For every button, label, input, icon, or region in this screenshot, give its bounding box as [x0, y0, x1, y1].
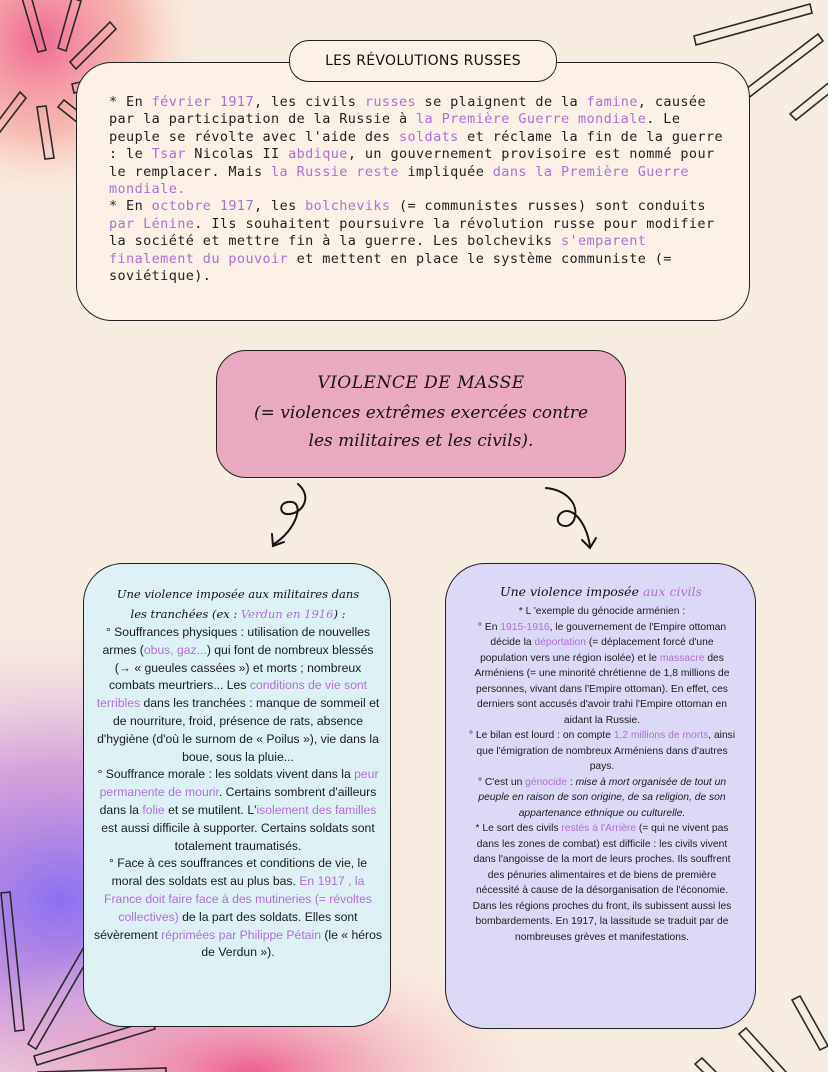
violence-box — [216, 350, 626, 478]
highlighted-text: la Russie reste — [271, 163, 399, 180]
text-segment: ) : — [333, 607, 346, 621]
page-title: LES RÉVOLUTIONS RUSSES — [289, 40, 557, 82]
text-segment: , ainsi que l'émigration de nombreux Arméniens dans d'autres pays. — [476, 730, 736, 772]
highlighted-text: février 1917 — [151, 94, 254, 110]
text-segment: et mettent en place le système communiste (= soviétique). — [109, 250, 672, 285]
text-segment: , les civils — [253, 94, 365, 110]
text-segment: * En — [109, 198, 152, 215]
text-segment: . Ils souhaitent poursuivre la révolution russe pour modifier la société et mettre fin à la guerre. Les bolcheviks — [109, 215, 715, 250]
text-segment: est aussi difficile à supporter. Certains soldats sont totalement traumatisés. — [101, 820, 375, 853]
highlighted-text: génocide — [525, 776, 567, 788]
highlighted-text: octobre 1917 — [151, 198, 254, 215]
text-segment: Une violence imposée aux militaires dans les tranchées (ex : — [116, 587, 360, 621]
civilians-rear — [468, 821, 736, 945]
intro-paragraph-february — [109, 94, 729, 198]
physical-suffering — [94, 624, 382, 766]
text-segment: de la part des soldats. Elles sont sévèrement — [94, 909, 358, 942]
military-card-body — [94, 624, 382, 962]
civil-card-body — [468, 604, 736, 945]
highlighted-text: réprimées par Philippe Pétain — [161, 927, 321, 942]
text-segment: (= qui ne vivent pas dans les zones de combat) est difficile : les civils vivent dans l'angoisse de la mort de leurs proches. Ils souffrent des pénuries alimentaires et de biens de première nécessité à cause de la désorganisation de l'économie. Dans les régions proches du front, ils subissent aussi les bombardements. En 1917, la lassitude se traduit par de nombreuses grèves et manifestations. — [472, 823, 732, 943]
military-violence-card — [83, 563, 391, 1027]
text-segment: et réclame la fin de la guerre : le — [109, 128, 724, 163]
highlighted-text: la Première Guerre mondiale — [416, 111, 647, 128]
highlighted-text: En 1917 , la France doit faire face à des mutineries (= révoltes collectives) — [104, 874, 372, 924]
text-segment: (= déplacement forcé d'une population vers une région isolée) et le — [480, 637, 714, 664]
highlighted-text: famine — [586, 94, 638, 110]
text-segment: Nicolas II — [185, 146, 289, 163]
text-segment: et se mutilent. L' — [164, 802, 257, 817]
highlighted-text: déportation — [534, 637, 586, 648]
text-segment: , un gouvernement provisoire est nommé pour le remplacer. Mais — [109, 146, 715, 180]
text-segment: des Arméniens (= une minorité chrétienne de 1,8 millions de personnes, vivant dans l'Empire ottoman). En effet, ces derniers sont accusés d'avoir trahi l'Empire ottoman en aidant la Russie. — [474, 652, 730, 726]
genocide-deportation — [468, 620, 736, 729]
highlighted-text: 1,2 millions de morts — [613, 730, 709, 741]
text-segment: mise à mort organisée de tout un peuple en raison de son origine, de sa religion, de son appartenance ethnique ou culturelle. — [478, 776, 727, 819]
genocide-definition — [468, 775, 736, 822]
highlighted-text: folie — [142, 802, 165, 817]
mutinies — [94, 855, 382, 962]
text-segment: se plaignent de la — [416, 94, 587, 110]
violence-definition: (= violences extrêmes exercées contre les militaires et les civils). — [253, 403, 588, 451]
civil-card-heading — [466, 582, 736, 602]
text-segment: . Le peuple se révolte avec l'aide des — [109, 111, 681, 145]
highlighted-text: Verdun en 1916 — [240, 607, 334, 621]
text-segment: impliquée — [398, 163, 493, 180]
text-segment: ° C'est un — [477, 776, 526, 788]
text-segment: , les — [253, 198, 306, 215]
highlighted-text: s'emparent finalement du pouvoir — [109, 233, 647, 267]
text-segment: ° En — [477, 621, 501, 633]
military-card-heading — [108, 584, 368, 624]
highlighted-text: conditions de vie sont terribles — [96, 678, 368, 711]
highlighted-text: soldats — [398, 128, 459, 145]
highlighted-text: restés à l'Arrière — [561, 823, 637, 834]
text-segment: dans les tranchées : manque de sommeil et de nourriture, froid, présence de rats, absence d'hygiène (d'où le surnom de « Poilus »), vie dans la boue, sous la pluie... — [97, 696, 380, 764]
civil-violence-card — [445, 563, 756, 1029]
text-segment: Une violence imposée — [500, 584, 643, 599]
text-segment: , causée par la participation de la Russie à — [109, 94, 706, 128]
moral-suffering — [94, 766, 382, 855]
highlighted-text: bolcheviks — [305, 198, 391, 215]
text-segment: (le « héros de Verdun »). — [201, 927, 382, 960]
text-segment: . Certains sombrent d'ailleurs dans la — [99, 785, 377, 817]
highlighted-text: russes — [364, 94, 417, 110]
text-segment: ) qui font de nombreux blessés (→ « gueules cassées ») et morts ; nombreux combats meurtriers... Les — [108, 642, 374, 693]
highlighted-text: aux civils — [642, 584, 702, 599]
text-segment: ° Le bilan est lourd : on compte — [468, 730, 614, 741]
text-segment: ° Souffrances physiques : utilisation de nouvelles armes ( — [102, 625, 371, 657]
text-segment: * Le sort des civils — [475, 823, 562, 834]
text-segment: : — [566, 776, 576, 788]
highlighted-text: obus, gaz... — [143, 642, 207, 657]
genocide-intro — [468, 604, 736, 620]
intro-text — [109, 94, 729, 285]
highlighted-text: peur permanente de mourir — [99, 767, 379, 800]
highlighted-text: par Lénine — [109, 215, 195, 232]
text-segment: * En — [109, 94, 152, 110]
highlighted-text: dans la Première Guerre mondiale. — [109, 163, 689, 198]
intro-paragraph-october — [109, 198, 729, 285]
highlighted-text: 1915-1916 — [500, 621, 550, 633]
text-segment: ° Face à ces souffrances et conditions de vie, le moral des soldats est au plus bas. — [108, 856, 368, 889]
text-segment: * L 'exemple du génocide arménien : — [518, 606, 686, 617]
text-segment: (= communistes russes) sont conduits — [390, 198, 706, 215]
text-segment: ° Souffrance morale : les soldats vivent dans la — [97, 767, 355, 782]
genocide-toll — [468, 728, 736, 775]
violence-title: VIOLENCE DE MASSE — [317, 373, 525, 393]
text-segment: , le gouvernement de l'Empire ottoman décide la — [490, 621, 727, 648]
highlighted-text: massacre — [659, 652, 705, 664]
highlighted-text: isolement des familles — [256, 802, 377, 817]
highlighted-text: Tsar — [151, 146, 186, 163]
highlighted-text: abdique — [288, 146, 348, 163]
